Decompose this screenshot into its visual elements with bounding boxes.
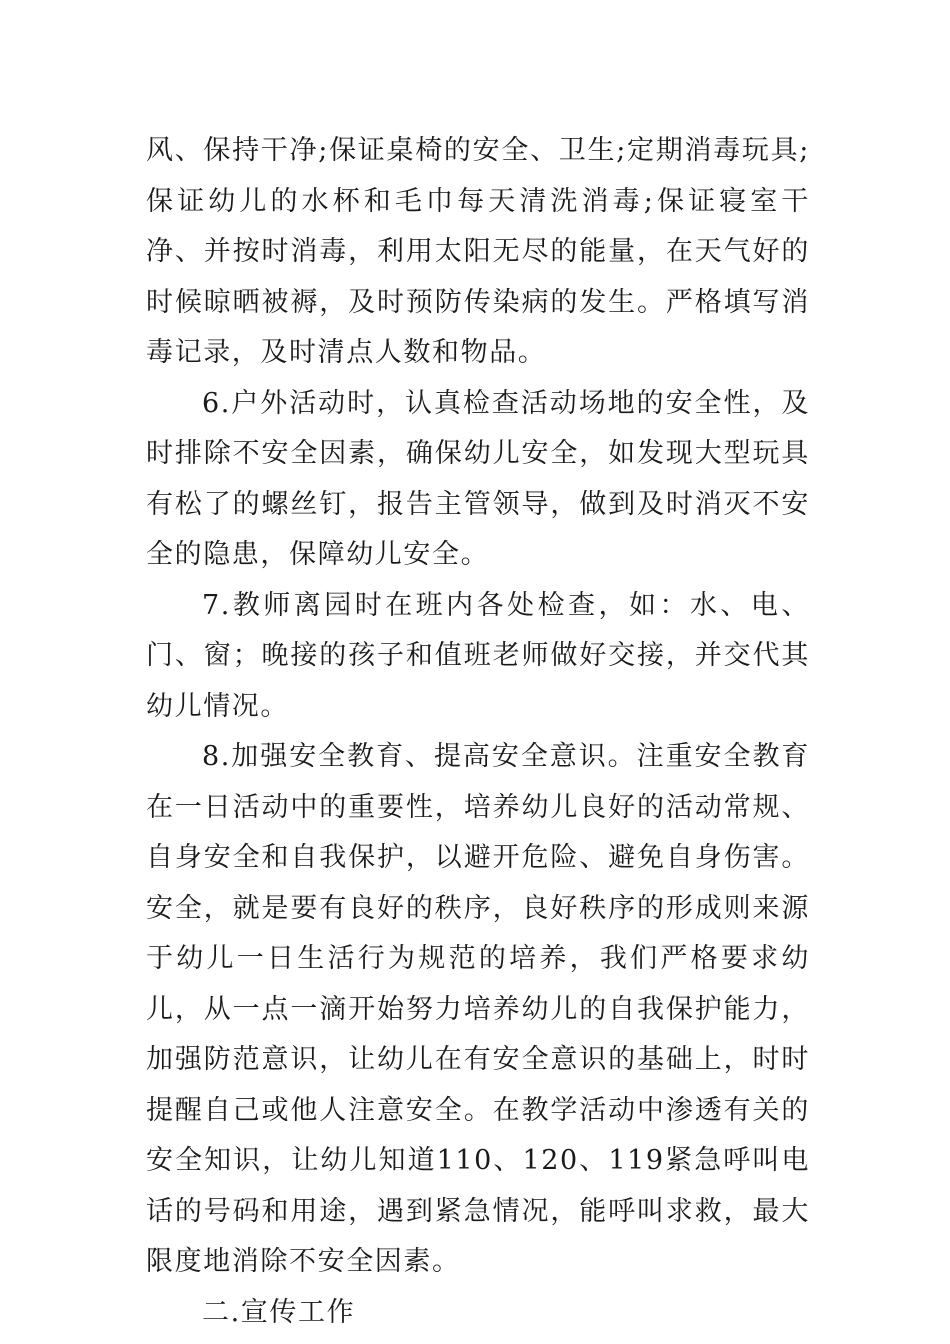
- paragraph-item-6: 6.户外活动时，认真检查活动场地的安全性，及时排除不安全因素，确保幼儿安全，如发现大型玩具有松了的螺丝钉，报告主管领导，做到及时消灭不安全的隐患，保障幼儿安全。: [146, 387, 810, 570]
- section-heading: 二.宣传工作: [202, 1296, 356, 1328]
- paragraph-item-7: 7.教师离园时在班内各处检查，如：水、电、门、窗；晚接的孩子和值班老师做好交接，并交代其幼儿情况。: [146, 589, 810, 722]
- paragraph-continuation: 风、保持干净;保证桌椅的安全、卫生;定期消毒玩具;保证幼儿的水杯和毛巾每天清洗消毒;保证寝室干净、并按时消毒，利用太阳无尽的能量，在天气好的时候晾晒被褥，及时预防传染病的发生。严格填写消毒记录，及时清点人数和物品。: [146, 135, 810, 368]
- paragraph-item-8: 8.加强安全教育、提高安全意识。注重安全教育在一日活动中的重要性，培养幼儿良好的活动常规、自身安全和自我保护，以避开危险、避免自身伤害。安全，就是要有良好的秩序，良好秩序的形成则来源于幼儿一日生活行为规范的培养，我们严格要求幼儿，从一点一滴开始努力培养幼儿的自我保护能力，加强防范意识，让幼儿在有安全意识的基础上，时时提醒自己或他人注意安全。在教学活动中渗透有关的安全知识，让幼儿知道110、120、119紧急呼叫电话的号码和用途，遇到紧急情况，能呼叫求救，最大限度地消除不安全因素。: [146, 741, 810, 1277]
- document-body: [146, 126, 810, 1338]
